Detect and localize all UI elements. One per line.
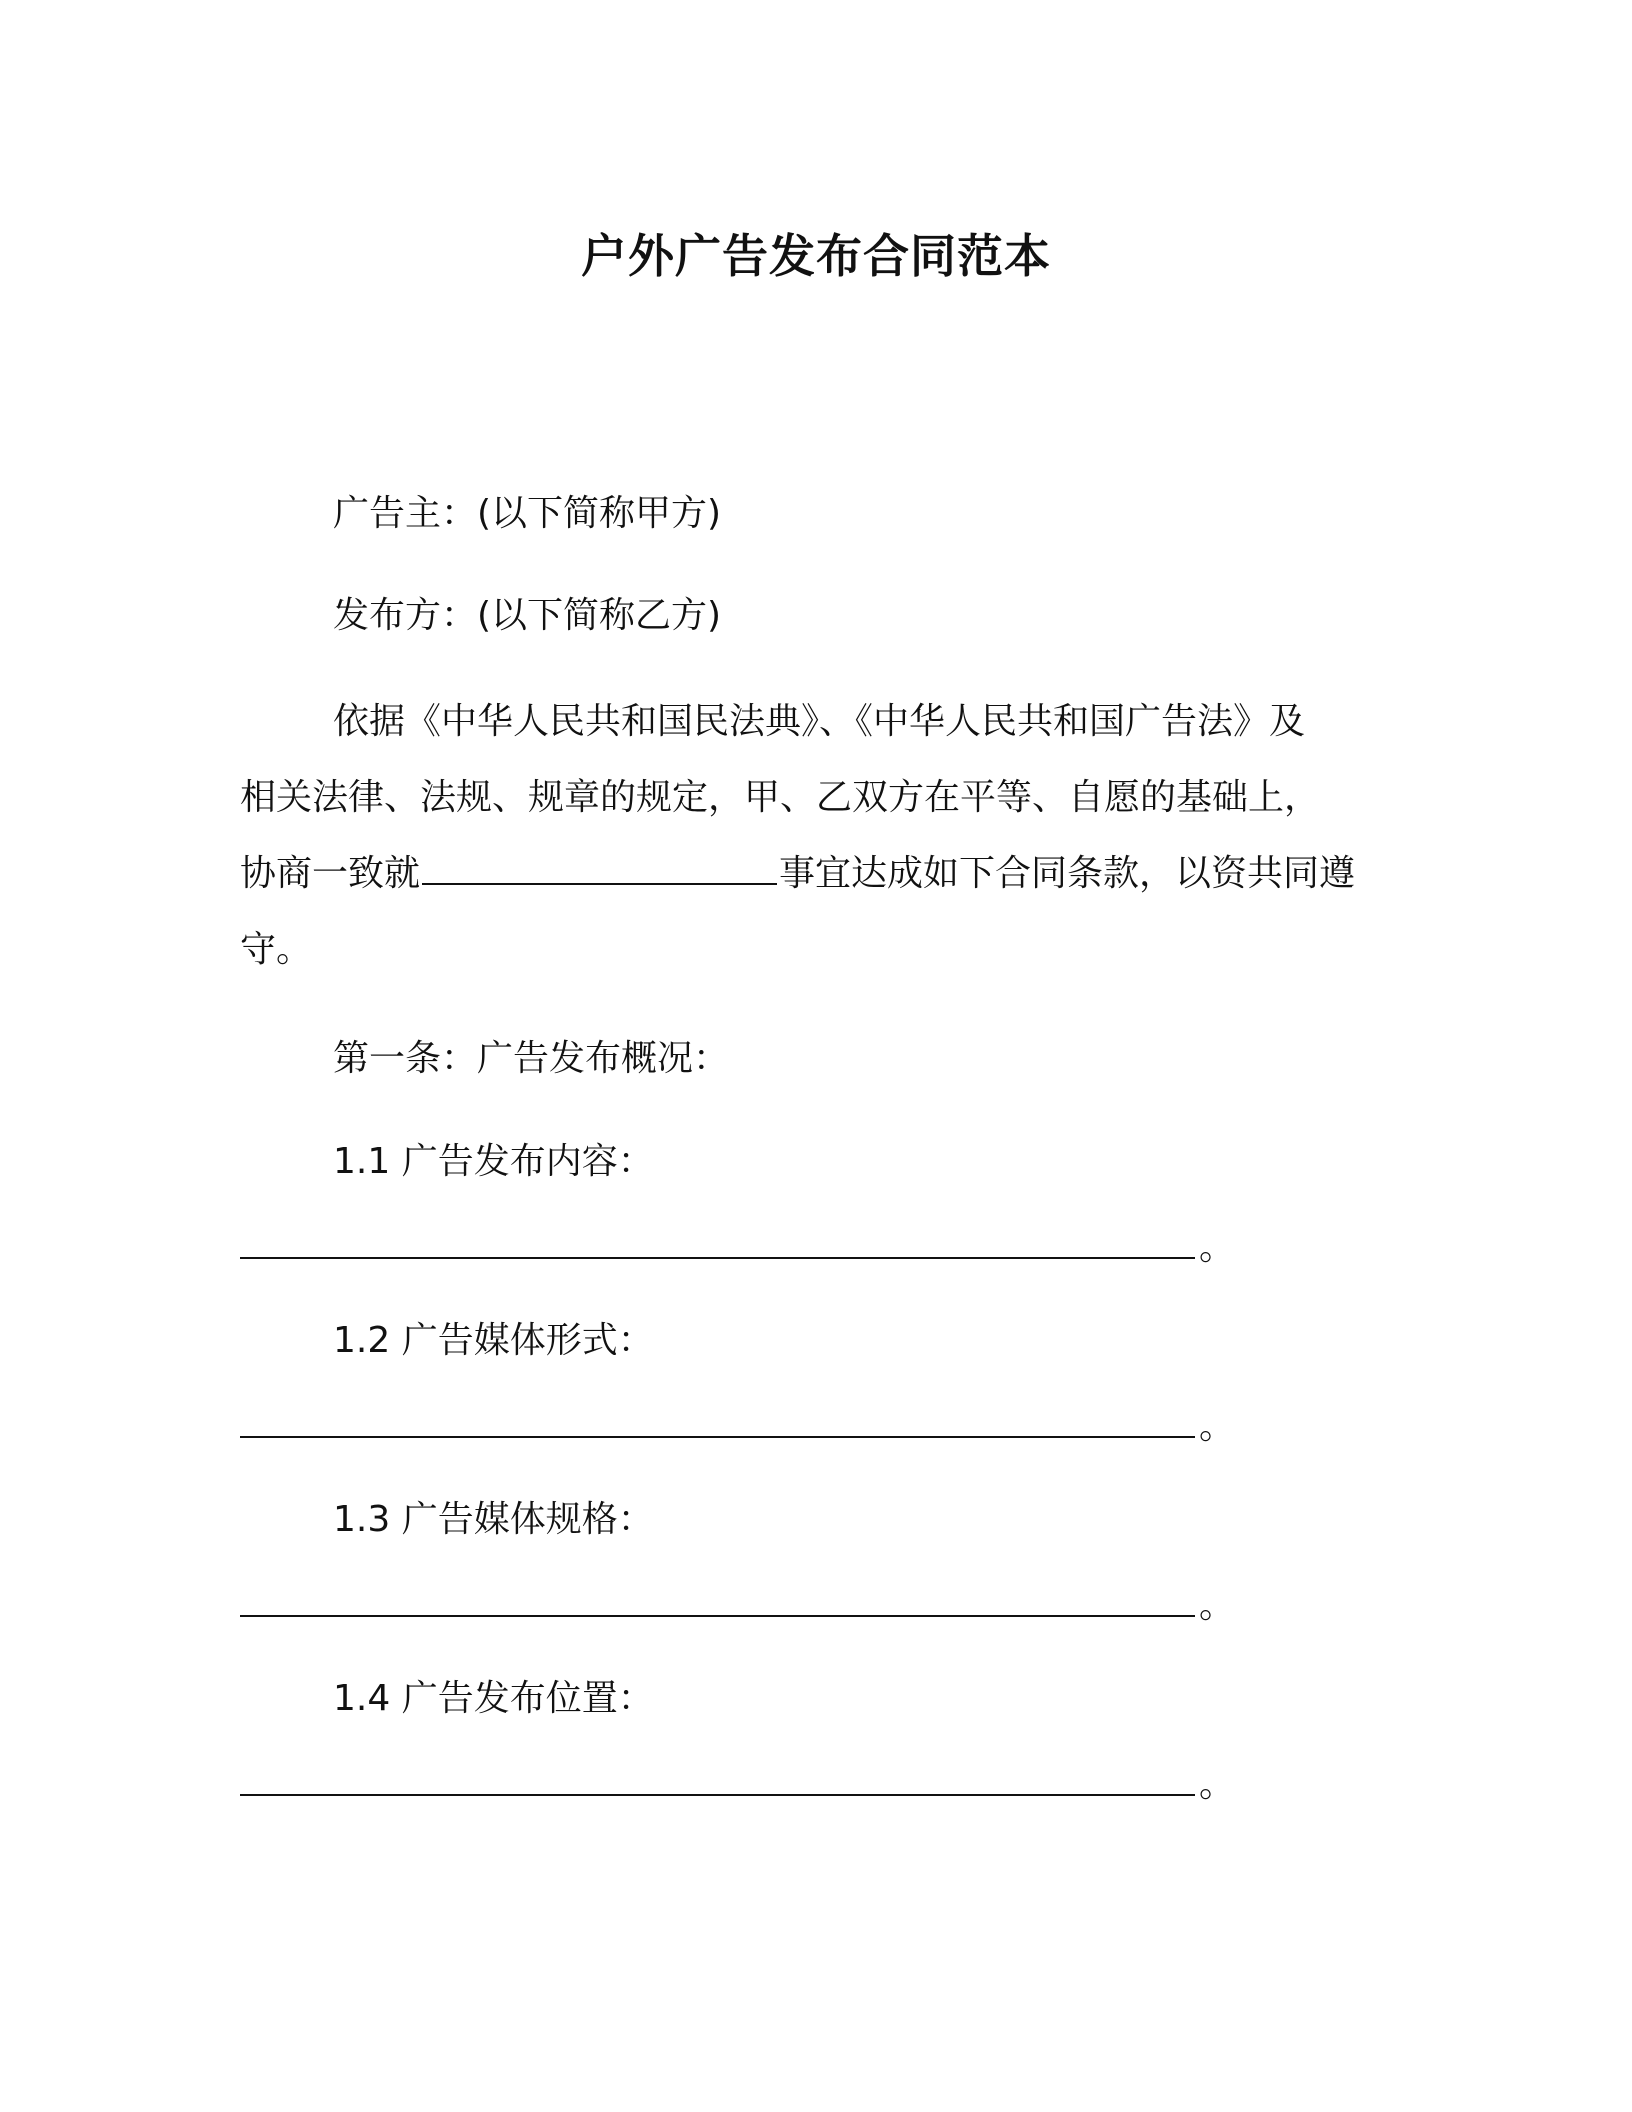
article-1-heading: 第一条：广告发布概况： — [333, 1038, 730, 1079]
item-1-2-period: 。 — [1199, 1406, 1236, 1447]
item-1-1-label: 1.1 广告发布内容： — [333, 1141, 654, 1182]
preamble-line-3 — [240, 850, 1355, 898]
preamble-line-1: 依据《中华人民共和国民法典》、《中华人民共和国广告法》及 — [333, 701, 1306, 742]
item-1-3-fill-line — [240, 1582, 1235, 1630]
preamble-line-3-start: 协商一致就 — [240, 853, 421, 894]
item-1-4-period: 。 — [1199, 1764, 1236, 1805]
subject-blank-field[interactable] — [422, 875, 777, 885]
party-a-line: 广告主：(以下简称甲方) — [333, 493, 722, 534]
preamble-line-2: 相关法律、法规、规章的规定，甲、乙双方在平等、自愿的基础上， — [240, 777, 1321, 818]
party-b-line: 发布方：(以下简称乙方) — [333, 595, 722, 636]
item-1-2-blank-field[interactable] — [240, 1428, 1195, 1438]
item-1-3-label: 1.3 广告媒体规格： — [333, 1499, 654, 1540]
item-1-4-blank-field[interactable] — [240, 1786, 1195, 1796]
item-1-3-blank-field[interactable] — [240, 1607, 1195, 1617]
preamble-line-4: 守。 — [240, 929, 313, 970]
item-1-1-blank-field[interactable] — [240, 1249, 1195, 1259]
item-1-2-fill-line — [240, 1403, 1235, 1451]
item-1-2-label: 1.2 广告媒体形式： — [333, 1320, 654, 1361]
item-1-1-period: 。 — [1199, 1227, 1236, 1268]
item-1-1-fill-line — [240, 1224, 1235, 1272]
item-1-3-period: 。 — [1199, 1585, 1236, 1626]
item-1-4-fill-line — [240, 1761, 1235, 1809]
item-1-4-label: 1.4 广告发布位置： — [333, 1678, 654, 1719]
page-title: 户外广告发布合同范本 — [581, 229, 1051, 283]
preamble-line-3-end: 事宜达成如下合同条款，以资共同遵 — [779, 853, 1356, 894]
